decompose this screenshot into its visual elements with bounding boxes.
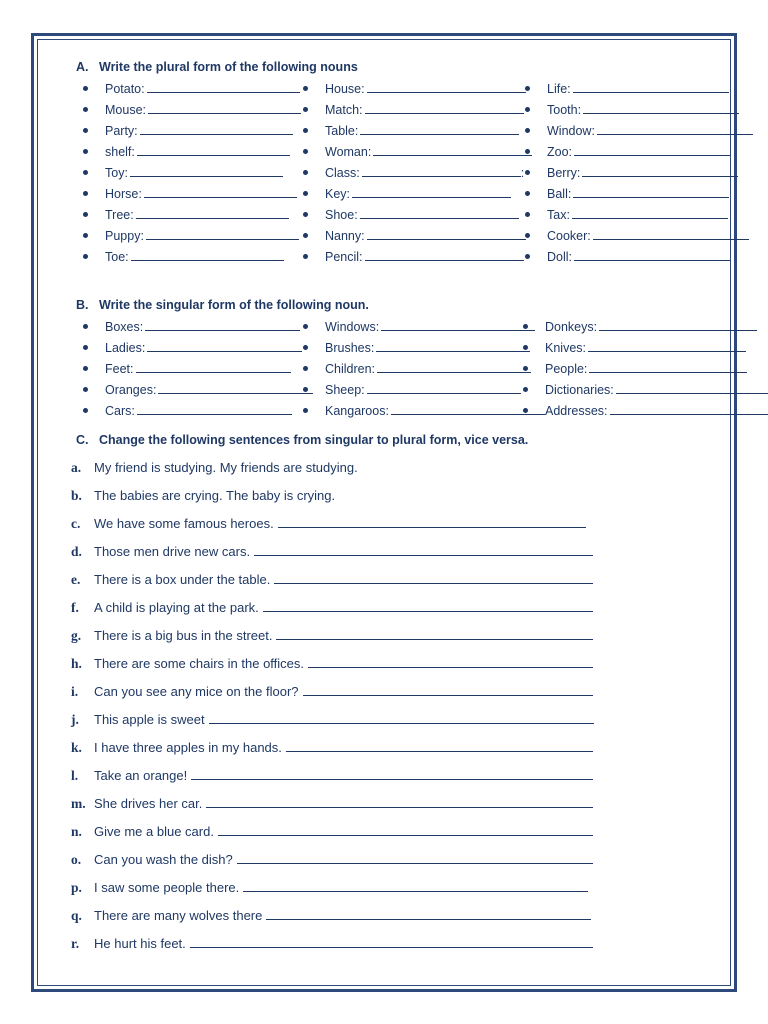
- sentence-text: Can you see any mice on the floor?: [94, 684, 299, 699]
- answer-blank[interactable]: [582, 163, 738, 177]
- sentence-letter: n.: [71, 824, 82, 839]
- answer-blank[interactable]: [148, 100, 301, 114]
- word-label: Addresses:: [545, 404, 608, 418]
- bullet-icon: [83, 324, 88, 329]
- sentence-text: A child is playing at the park.: [94, 600, 259, 615]
- word-label: Pencil:: [325, 250, 363, 264]
- section-b-title: Write the singular form of the following noun.: [99, 298, 369, 312]
- sentence-text: I have three apples in my hands.: [94, 740, 282, 755]
- bullet-icon: [303, 254, 308, 259]
- word-label: Class:: [325, 166, 360, 180]
- section-a-title: Write the plural form of the following nouns: [99, 60, 358, 74]
- answer-blank[interactable]: [146, 226, 299, 240]
- sentence-text: Can you wash the dish?: [94, 852, 233, 867]
- word-label: Dictionaries:: [545, 383, 614, 397]
- word-label: Horse:: [105, 187, 142, 201]
- bullet-icon: [83, 387, 88, 392]
- answer-blank[interactable]: [574, 247, 730, 261]
- word-label: Toe:: [105, 250, 129, 264]
- sentence-letter: e.: [71, 572, 81, 587]
- answer-blank[interactable]: [376, 338, 530, 352]
- sentence-text: We have some famous heroes.: [94, 516, 274, 531]
- answer-blank[interactable]: [589, 359, 747, 373]
- word-label: Boxes:: [105, 320, 144, 334]
- bullet-icon: [303, 86, 308, 91]
- section-c-heading: [76, 433, 528, 447]
- sentence-text: This apple is sweet: [94, 712, 205, 727]
- sentence-text: There is a big bus in the street.: [94, 628, 273, 643]
- bullet-icon: [83, 366, 88, 371]
- bullet-icon: [303, 212, 308, 217]
- bullet-icon: [83, 233, 88, 238]
- answer-blank[interactable]: [610, 401, 768, 415]
- word-label: Toy:: [105, 166, 128, 180]
- answer-blank[interactable]: [597, 121, 753, 135]
- word-label: Berry:: [547, 166, 581, 180]
- bullet-icon: [303, 324, 308, 329]
- answer-blank[interactable]: [573, 184, 729, 198]
- bullet-icon: [525, 128, 530, 133]
- word-label: Tax:: [547, 208, 570, 222]
- sentence-letter: d.: [71, 544, 82, 559]
- bullet-icon: [525, 86, 530, 91]
- sentence-text: There is a box under the table.: [94, 572, 271, 587]
- sentence-text: Take an orange!: [94, 768, 188, 783]
- answer-blank[interactable]: [572, 205, 728, 219]
- bullet-icon: [303, 128, 308, 133]
- sentence-letter: g.: [71, 628, 82, 643]
- bullet-icon: [303, 366, 308, 371]
- answer-line[interactable]: [206, 794, 593, 808]
- word-label: Nanny:: [325, 229, 365, 243]
- answer-line[interactable]: [254, 542, 593, 556]
- answer-blank[interactable]: [145, 317, 300, 331]
- answer-blank[interactable]: [367, 79, 526, 93]
- sentence-text: There are some chairs in the offices.: [94, 656, 305, 671]
- answer-blank[interactable]: [616, 380, 768, 394]
- bullet-icon: [525, 212, 530, 217]
- bullet-icon: [525, 170, 530, 175]
- answer-line[interactable]: [266, 906, 591, 920]
- answer-line[interactable]: [286, 738, 593, 752]
- answer-blank[interactable]: [131, 247, 284, 261]
- sentence-letter: h.: [71, 656, 82, 671]
- bullet-icon: [303, 170, 308, 175]
- sentence-text: The babies are crying. The baby is crying.: [94, 488, 336, 503]
- sentence-text: He hurt his feet.: [94, 936, 186, 951]
- sentence-letter: f.: [71, 600, 79, 615]
- answer-blank[interactable]: [360, 121, 519, 135]
- section-a-heading: [76, 60, 358, 74]
- bullet-icon: [303, 107, 308, 112]
- word-label: People:: [545, 362, 588, 376]
- sentence-text: I saw some people there.: [94, 880, 240, 895]
- sentence-letter: a.: [71, 460, 82, 475]
- section-b-heading: [76, 298, 369, 312]
- word-label: Oranges:: [105, 383, 157, 397]
- sentence-letter: m.: [71, 796, 86, 811]
- bullet-icon: [523, 366, 528, 371]
- bullet-icon: [303, 408, 308, 413]
- word-label: Windows:: [325, 320, 380, 334]
- word-label: Ladies:: [105, 341, 146, 355]
- word-label: Cooker:: [547, 229, 591, 243]
- sentence-text: Those men drive new cars.: [94, 544, 251, 559]
- bullet-icon: [525, 107, 530, 112]
- sentence-letter: j.: [71, 712, 79, 727]
- answer-blank[interactable]: [360, 205, 519, 219]
- answer-line[interactable]: [263, 598, 593, 612]
- sentence-letter: o.: [71, 852, 82, 867]
- bullet-icon: [83, 345, 88, 350]
- word-label: Party:: [105, 124, 138, 138]
- answer-line[interactable]: [308, 654, 593, 668]
- section-a-label: A.: [76, 60, 89, 74]
- answer-blank[interactable]: [158, 380, 313, 394]
- word-label: Life:: [547, 82, 571, 96]
- answer-blank[interactable]: [130, 163, 283, 177]
- answer-line[interactable]: [237, 850, 593, 864]
- word-label: Donkeys:: [545, 320, 598, 334]
- answer-blank[interactable]: [147, 79, 300, 93]
- bullet-icon: [523, 345, 528, 350]
- word-label: Woman:: [325, 145, 372, 159]
- word-label: Brushes:: [325, 341, 375, 355]
- sentence-letter: i.: [71, 684, 79, 699]
- bullet-icon: [525, 191, 530, 196]
- sentence-text: There are many wolves there: [94, 908, 263, 923]
- section-c-title: Change the following sentences from singular to plural form, vice versa.: [99, 433, 529, 447]
- answer-blank[interactable]: [362, 163, 521, 177]
- answer-blank[interactable]: [599, 317, 757, 331]
- section-c-label: C.: [76, 433, 89, 447]
- answer-blank[interactable]: [377, 359, 531, 373]
- answer-blank[interactable]: [137, 142, 290, 156]
- answer-blank[interactable]: [367, 380, 521, 394]
- sentence-text: My friend is studying. My friends are studying.: [94, 460, 358, 475]
- answer-line[interactable]: [278, 514, 586, 528]
- bullet-icon: [525, 233, 530, 238]
- sentence-letter: p.: [71, 880, 82, 895]
- word-label: Match:: [325, 103, 363, 117]
- word-label: Shoe:: [325, 208, 358, 222]
- answer-blank[interactable]: [391, 401, 545, 415]
- bullet-icon: [303, 387, 308, 392]
- word-label: Zoo:: [547, 145, 573, 159]
- answer-line[interactable]: [209, 710, 594, 724]
- word-label: House:: [325, 82, 365, 96]
- answer-blank[interactable]: [573, 79, 729, 93]
- answer-blank[interactable]: [365, 100, 524, 114]
- sentence-letter: k.: [71, 740, 82, 755]
- bullet-icon: [83, 107, 88, 112]
- bullet-icon: [525, 254, 530, 259]
- bullet-icon: [83, 191, 88, 196]
- word-label: Window:: [547, 124, 595, 138]
- word-label: Tooth:: [547, 103, 582, 117]
- word-label: Cars:: [105, 404, 135, 418]
- bullet-icon: [523, 324, 528, 329]
- bullet-icon: [303, 149, 308, 154]
- word-label: Knives:: [545, 341, 586, 355]
- word-label: Kangaroos:: [325, 404, 389, 418]
- word-label: shelf:: [105, 145, 135, 159]
- bullet-icon: [523, 387, 528, 392]
- bullet-icon: [525, 149, 530, 154]
- word-label: Doll:: [547, 250, 573, 264]
- answer-blank[interactable]: [583, 100, 739, 114]
- answer-line[interactable]: [303, 682, 593, 696]
- answer-blank[interactable]: [147, 338, 302, 352]
- answer-line[interactable]: [218, 822, 593, 836]
- answer-line[interactable]: [190, 934, 593, 948]
- sentence-letter: q.: [71, 908, 82, 923]
- bullet-icon: [83, 149, 88, 154]
- answer-blank[interactable]: [136, 359, 291, 373]
- answer-blank[interactable]: [373, 142, 532, 156]
- answer-line[interactable]: [191, 766, 593, 780]
- answer-blank[interactable]: [365, 247, 524, 261]
- bullet-icon: [303, 345, 308, 350]
- bullet-icon: [303, 233, 308, 238]
- answer-blank[interactable]: [574, 142, 730, 156]
- answer-blank[interactable]: [352, 184, 511, 198]
- answer-line[interactable]: [243, 878, 588, 892]
- word-label: Table:: [325, 124, 359, 138]
- word-label: Sheep:: [325, 383, 365, 397]
- word-label: Puppy:: [105, 229, 144, 243]
- sentence-text: She drives her car.: [94, 796, 203, 811]
- bullet-icon: [83, 254, 88, 259]
- answer-line[interactable]: [276, 626, 593, 640]
- word-label: Tree:: [105, 208, 134, 222]
- trailing-colon: :: [520, 166, 525, 180]
- answer-blank[interactable]: [137, 401, 292, 415]
- word-label: Key:: [325, 187, 351, 201]
- bullet-icon: [523, 408, 528, 413]
- answer-blank[interactable]: [381, 317, 535, 331]
- section-b-label: B.: [76, 298, 89, 312]
- bullet-icon: [83, 408, 88, 413]
- word-label: Feet:: [105, 362, 134, 376]
- bullet-icon: [303, 191, 308, 196]
- answer-line[interactable]: [274, 570, 593, 584]
- answer-blank[interactable]: [367, 226, 526, 240]
- answer-blank[interactable]: [136, 205, 289, 219]
- answer-blank[interactable]: [140, 121, 293, 135]
- word-label: Ball:: [547, 187, 572, 201]
- answer-blank[interactable]: [588, 338, 746, 352]
- bullet-icon: [83, 170, 88, 175]
- sentence-letter: l.: [71, 768, 79, 783]
- sentence-text: Give me a blue card.: [94, 824, 214, 839]
- word-label: Potato:: [105, 82, 145, 96]
- sentence-letter: b.: [71, 488, 82, 503]
- sentence-letter: r.: [71, 936, 80, 951]
- answer-blank[interactable]: [144, 184, 297, 198]
- word-label: Mouse:: [105, 103, 146, 117]
- word-label: Children:: [325, 362, 376, 376]
- answer-blank[interactable]: [593, 226, 749, 240]
- bullet-icon: [83, 86, 88, 91]
- bullet-icon: [83, 212, 88, 217]
- bullet-icon: [83, 128, 88, 133]
- sentence-letter: c.: [71, 516, 81, 531]
